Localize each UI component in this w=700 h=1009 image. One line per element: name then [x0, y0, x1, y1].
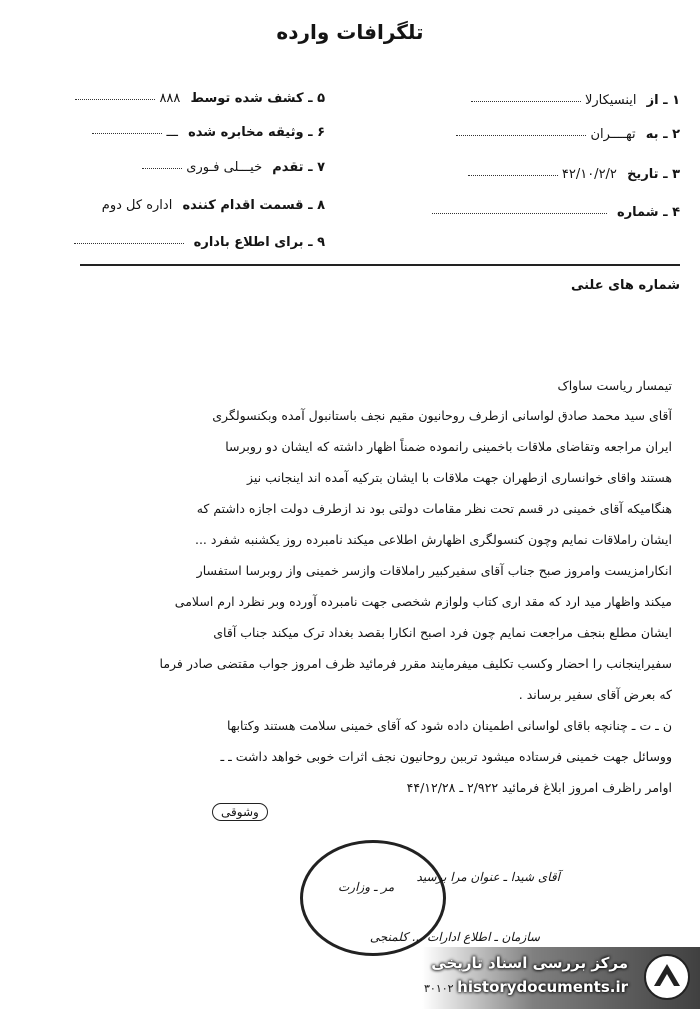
field-date-value: ۴۲/۱۰/۲/۲	[561, 167, 617, 182]
signature-stamp: وشوقی	[212, 803, 268, 821]
field-from	[471, 93, 680, 108]
salutation-text: تیمسار ریاست ساواک	[557, 378, 672, 393]
dotted-line	[471, 100, 581, 102]
message-body	[22, 400, 672, 803]
body-line: ن ـ ت ـ چنانچه باقای لواسانی اطمینان داده شود که آقای خمینی سلامت هستند وکتابها	[226, 718, 672, 733]
body-line: ایران مراجعه وتقاضای ملاقات باخمینی رانموده ضمناً اظهار داشته که ایشان دو روبرسا	[225, 439, 672, 454]
body-line: سفیراینجانب را احضار وکسب تکلیف میفرمایند مقرر فرمائید ظرف امروز جواب مقتضی صادر فرما	[159, 656, 672, 671]
body-line: ووسائل جهت خمینی فرستاده میشود ترببن روحانیون نجف اثرات خوبی خواهد داشت ـ ـ	[220, 749, 672, 764]
field-to-label: ۲ ـ به	[645, 127, 680, 142]
field-action-dept-label: ۸ ـ قسمت اقدام کننده	[182, 198, 325, 213]
field-decoded-by-value: ۸۸۸	[159, 91, 181, 106]
field-action-dept	[102, 198, 325, 213]
field-priority-value: خیـــلی فـوری	[186, 160, 263, 175]
field-action-dept-value: اداره کل دوم	[101, 198, 173, 213]
codes-label: شماره های علنی	[570, 278, 680, 293]
dotted-line	[468, 174, 558, 176]
salutation	[22, 370, 672, 401]
dotted-line	[74, 242, 184, 244]
handwritten-note-2: سازمان ـ اطلاع ادارات ... کلمنجی	[369, 930, 540, 944]
field-transmitted	[92, 125, 325, 140]
watermark-center-name: مرکز بررسی اسناد تاریخی	[431, 954, 628, 972]
body-line: انکارامزیست وامروز صبح جناب آقای سفیرکبیر راملاقات وازسر خمینی واز روبرسا استفسار	[196, 563, 672, 578]
body-line: ایشان راملاقات نمایم وچون کنسولگری اظهارش اطلاعی میکند نامبرده روز یکشنبه شفرد ...	[194, 532, 672, 547]
field-number	[432, 205, 680, 220]
body-line: هستند واقای خوانساری ازطهران جهت ملاقات با ایشان بترکیه آمده اند اینجانب نیز	[246, 470, 672, 485]
field-date	[468, 167, 680, 182]
page-number: ۳۰۱۰۲	[424, 982, 454, 995]
oval-stamp-text: مر ـ وزارت	[338, 880, 395, 894]
field-priority	[142, 160, 325, 175]
body-line: میکند واظهار مید ارد که مقد اری کتاب ولوازم شخصی جهت نامبرده آورده وبر نظرد ارم اسلامی	[174, 594, 672, 609]
body-line: اوامر راظرف امروز ابلاغ فرمائید ۲/۹۲۲ ـ ۴۴/۱۲/۲۸	[406, 780, 672, 795]
watermark-logo-icon	[642, 952, 692, 1002]
field-decoded-by	[75, 91, 325, 106]
dotted-line	[432, 212, 607, 214]
field-to	[456, 127, 680, 142]
field-transmitted-value: ـــ	[166, 125, 178, 140]
field-info-office-label: ۹ ـ برای اطلاع باداره	[193, 235, 325, 250]
body-line: که بعرض آقای سفیر برساند .	[518, 687, 672, 702]
dotted-line	[142, 167, 182, 169]
field-number-label: ۴ ـ شماره	[617, 205, 680, 220]
field-decoded-by-label: ۵ ـ کشف شده توسط	[190, 91, 325, 106]
body-line: آقای سید محمد صادق لواسانی ازطرف روحانیون مقیم نجف باستانبول آمده وبکنسولگری	[212, 408, 672, 423]
handwritten-note: آقای شیدا ـ عنوان مرا برسید	[416, 870, 560, 884]
field-transmitted-label: ۶ ـ وثیقه مخابره شده	[188, 125, 325, 140]
field-info-office	[74, 235, 325, 250]
field-from-label: ۱ ـ از	[646, 93, 680, 108]
dotted-line	[92, 132, 162, 134]
field-from-value: اینسیکارلا	[584, 93, 637, 108]
document-title: تلگرافات وارده	[276, 20, 424, 44]
body-line: هنگامیکه آقای خمینی در قسم تحت نظر مقامات دولتی بود ند ازطرف دولت اجازه داشتم که	[196, 501, 672, 516]
body-line: ایشان مطلع بنجف مراجعت نمایم چون فرد اصبح انکارا بقصد بغداد ترک میکند جناب آقای	[213, 625, 672, 640]
field-to-value: تهــــران	[590, 127, 636, 142]
watermark-url: historydocuments.ir	[457, 978, 628, 996]
dotted-line	[75, 98, 155, 100]
dotted-line	[456, 134, 586, 136]
field-priority-label: ۷ ـ تقدم	[272, 160, 325, 175]
field-date-label: ۳ ـ تاریخ	[627, 167, 680, 182]
header-divider	[80, 264, 680, 266]
